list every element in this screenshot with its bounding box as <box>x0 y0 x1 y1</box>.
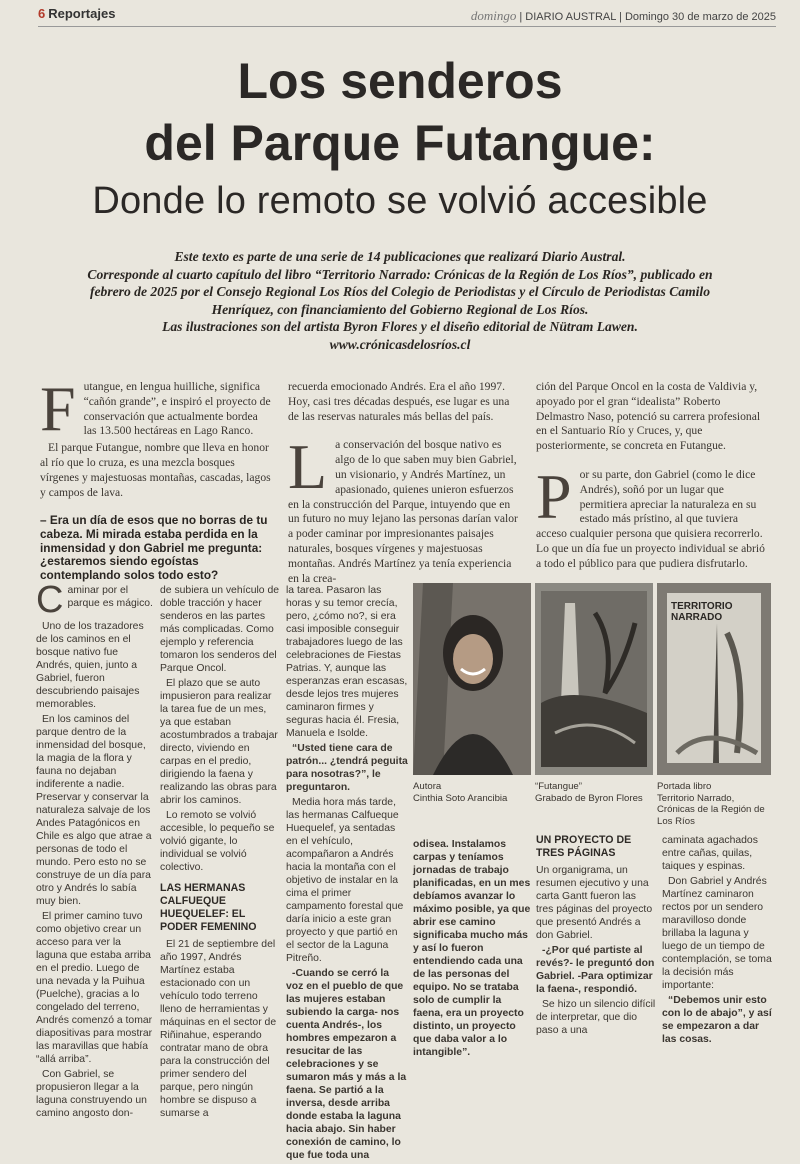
page-number: 6 <box>38 6 46 21</box>
quote: odisea. Instalamos carpas y teníamos jornadas de trabajo planificadas, en un mes debíamos avanzar lo máximo posible, ya que abrir ese camino significaba mucho más y así lo fueron entendiendo cada una de las personas del equipo. No se trataba solo de cumplir la faena, era un proyecto distinto, un proyecto que daba valor a lo intangible”. <box>413 839 531 1058</box>
intro-line: Henríquez, con financiamiento del Gobierno Regional de Los Ríos. <box>211 301 589 317</box>
book-title-line: TERRITORIO <box>671 601 733 612</box>
page-header <box>38 6 776 26</box>
intro-line: Este texto es parte de una serie de 14 publicaciones que realizará Diario Austral. <box>174 249 626 264</box>
book-title-line: NARRADO <box>671 612 723 623</box>
lower-column-2 <box>160 584 280 1122</box>
intro-line: Corresponde al cuarto capítulo del libro “Territorio Narrado: Crónicas de la Región de Los Ríos”, publicado en <box>87 266 713 282</box>
paragraph: caminata agachados entre cañas, quilas, taiques y espinas. <box>662 835 758 872</box>
drop-cap: F <box>40 373 76 444</box>
engraving-photo <box>535 583 653 775</box>
intro-link[interactable]: www.crónicasdelosríos.cl <box>329 336 471 352</box>
quote: “Usted tiene cara de patrón... ¿tendrá peguita para nosotras?”, le preguntaron. <box>286 743 408 793</box>
lower-column-3 <box>286 584 408 1164</box>
section-subhead: UN PROYECTO DE TRES PÁGINAS <box>536 834 632 859</box>
drop-cap: P <box>536 460 572 532</box>
engraving-image <box>535 583 653 775</box>
intro-block <box>40 248 760 353</box>
pull-quote: – Era un día de esos que no borras de tu cabeza. Mi mirada estaba perdida en la inmensidad y don Gabriel me pregunta: ¿estaremos siendo egoístas contemplando solos todo esto? <box>40 513 268 582</box>
caption-text: Grabado de Byron Flores <box>535 792 643 804</box>
paragraph: Media hora más tarde, las hermanas Calfueque Huequelef, ya sentadas en el vehículo, acompañaron a Andrés hacia la montaña con el objetivo de instalar en la cima el primer campamento forestal que daría inicio a este gran proyecto y que partió en el sector de la Laguna Pitreño. <box>286 797 404 964</box>
paragraph: Lo remoto se volvió accesible, lo pequeño se volvió gigante, lo individual se volvió colectivo. <box>160 810 275 873</box>
paragraph: El parque Futangue, nombre que lleva en honor al río que lo cruza, es una mezcla bosques vírgenes y majestuosas montañas, cascadas, lagos y campos de lava. <box>40 441 271 499</box>
paragraph: ción del Parque Oncol en la costa de Valdivia y, apoyado por el gran “idealista” Roberto Delmastro Naso, potenció su carrera profesional en el Santuario Río y Cruces, y, que posteriormente, se concreta en Futangue. <box>536 380 761 453</box>
lower-column-5 <box>536 834 656 1039</box>
subheadline: Donde lo remoto se volvió accesible <box>92 180 708 222</box>
intro-line: Las ilustraciones son del artista Byron Flores y el diseño editorial de Nütram Lawen. <box>162 319 638 334</box>
quote: “Debemos unir esto con lo de abajo”, y así se empezaron a dar las cosas. <box>662 995 772 1045</box>
header-rule <box>38 26 776 27</box>
paragraph: Con Gabriel, se propusieron llegar a la laguna construyendo un camino angosto don- <box>36 1069 147 1119</box>
paragraph: Un organigrama, un resumen ejecutivo y una carta Gantt fueron las tres páginas del proyecto que presentó Andrés a don Gabriel. <box>536 865 653 941</box>
paragraph: Don Gabriel y Andrés Martínez caminaron rectos por un sendero maravilloso donde brillaba la laguna y luego de un tiempo de contemplación, se toma la decisión más importante: <box>662 876 772 991</box>
paragraph: aminar por el parque es mágico. <box>67 585 153 609</box>
caption-label: Autora <box>413 781 442 792</box>
caption-label: “Futangue” <box>535 781 582 792</box>
book-cover-photo <box>657 583 771 775</box>
supplement-name: domingo <box>470 8 517 23</box>
section-subhead: LAS HERMANAS CALFUEQUE HUEQUELEF: EL PODER FEMENINO <box>160 882 257 933</box>
drop-cap: L <box>288 431 328 503</box>
author-photo <box>413 583 531 775</box>
headline-line-1: Los senderos <box>237 53 563 109</box>
headline-line-2: del Parque Futangue: <box>144 115 656 171</box>
book-title <box>671 601 732 623</box>
paragraph: or su parte, don Gabriel (como le dice Andrés), soñó por un lugar que permitiera apreciar la naturaleza en su estado más prístino, al que tuviera acceso cualquier persona que quisiera recorrerlo. Lo que un día fue un proyecto individual se abrió a todo el público para que pudiera disfrutarlo. <box>536 467 765 570</box>
photo-caption <box>535 781 653 804</box>
paragraph: de subiera un vehículo de doble tracción y hacer senderos en las partes más complicadas. Como ejemplo y referencia tomaron los senderos del Parque Oncol. <box>160 585 280 674</box>
quote: -¿Por qué partiste al revés?- le preguntó don Gabriel. -Para optimizar la faena-, respondió. <box>536 945 655 995</box>
quote: -Cuando se cerró la voz en el pueblo de que las mujeres estaban subiendo la carga- nos cuenta Andrés-, los hombres empezaron a resucitar de las celebraciones y se sumaron más y más a la faena. Se partió a la inversa, desde arriba donde estaba la laguna hacia abajo. Sin haber conexión de camino, lo que fue toda una <box>286 968 407 1161</box>
caption-text: Territorio Narrado, Crónicas de la Región de Los Ríos <box>657 792 765 827</box>
photo-caption <box>413 781 531 804</box>
paragraph: En los caminos del parque dentro de la inmensidad del bosque, la magia de la flora y fauna no dejaban indiferente a nadie. Preservar y conservar la naturaleza salvaje de los Andes Patagónicos en Chile es algo que atrae a personas de todo el mundo. Pero esto no se construye de un día para otro y Andrés lo sabía muy bien. <box>36 714 152 907</box>
paragraph: Uno de los trazadores de los caminos en el bosque nativo fue Andrés, quien, junto a Gabriel, fueron descubriendo paisajes memorables. <box>36 621 144 710</box>
paragraph: utangue, en lengua huilliche, significa “cañón grande”, e inspiró el proyecto de conservación que actualmente bordea las 13.500 hectáreas en Lago Ranco. <box>83 380 271 438</box>
masthead-info <box>471 8 776 24</box>
section-name: Reportajes <box>48 6 116 21</box>
drop-cap: C <box>36 579 64 621</box>
author-portrait-image <box>413 583 531 775</box>
upper-column-1 <box>40 373 272 582</box>
paragraph: El primer camino tuvo como objetivo crear un acceso para ver la laguna que estaba arriba en el predio. Luego de una nevada y la Puihua (Puelche), gracias a lo congelado del terreno, Andrés comenzó a tomar diapositivas para mostrar las maravillas que había “allá arriba”. <box>36 911 153 1065</box>
lower-column-4 <box>413 838 531 1061</box>
caption-label: Portada libro <box>657 781 712 792</box>
upper-column-2 <box>288 380 520 588</box>
issue-date: Domingo 30 de marzo de 2025 <box>624 11 776 23</box>
paragraph: recuerda emocionado Andrés. Era el año 1997. Hoy, casi tres décadas después, ese lugar es una de las reservas naturales más bellas del país. <box>288 380 510 423</box>
paragraph: la tarea. Pasaron las horas y su temor crecía, pero, ¿cómo no?, si era casi imposible conseguir trabajadores luego de las celebraciones de Fiestas Patrias. Y, aunque las esperanzas eran escasas, desde lejos tres mujeres caminaron firmes y seguras hacia él. Fresia, Manuela e Isolde. <box>286 585 408 739</box>
section-label <box>38 6 115 21</box>
upper-column-3 <box>536 380 768 574</box>
lower-column-1 <box>36 579 154 1122</box>
paragraph: El 21 de septiembre del año 1997, Andrés Martínez estaba estacionado con un vehículo todo terreno lleno de herramientas y máquinas en el sector de Riñinahue, esperando contratar mano de obra para la construcción del primer sendero del parque, pero ningún hombre se dispuso a sumarse a <box>160 939 277 1119</box>
photo-caption <box>657 781 771 827</box>
caption-text: Cinthia Soto Arancibia <box>413 792 508 804</box>
paragraph: a conservación del bosque nativo es algo de lo que saben muy bien Gabriel, un visionario, y Andrés Martínez, un apasionado, quienes unieron esfuerzos en la construcción del Parque, intuyendo que en un futuro no muy lejano las personas darían valor a poder caminar por impresionantes paisajes naturales, bosques vírgenes y majestuosas montañas. Andrés Martínez ya tenía experiencia en la crea- <box>288 438 518 585</box>
photo-strip <box>413 583 771 827</box>
paper-name: | DIARIO AUSTRAL | <box>519 11 622 23</box>
paragraph: Se hizo un silencio difícil de interpretar, que dio paso a una <box>536 999 656 1036</box>
lower-column-6 <box>662 834 774 1048</box>
paragraph: El plazo que se auto impusieron para realizar la tarea fue de un mes, ya que estaban acostumbrados a trabajar directo, viviendo en carpas en el predio, dirigiendo la faena y realizando las obras para abrir los caminos. <box>160 678 278 806</box>
intro-line: febrero de 2025 por el Consejo Regional Los Ríos del Colegio de Periodistas y el Círculo de Periodistas Camilo <box>89 284 710 299</box>
